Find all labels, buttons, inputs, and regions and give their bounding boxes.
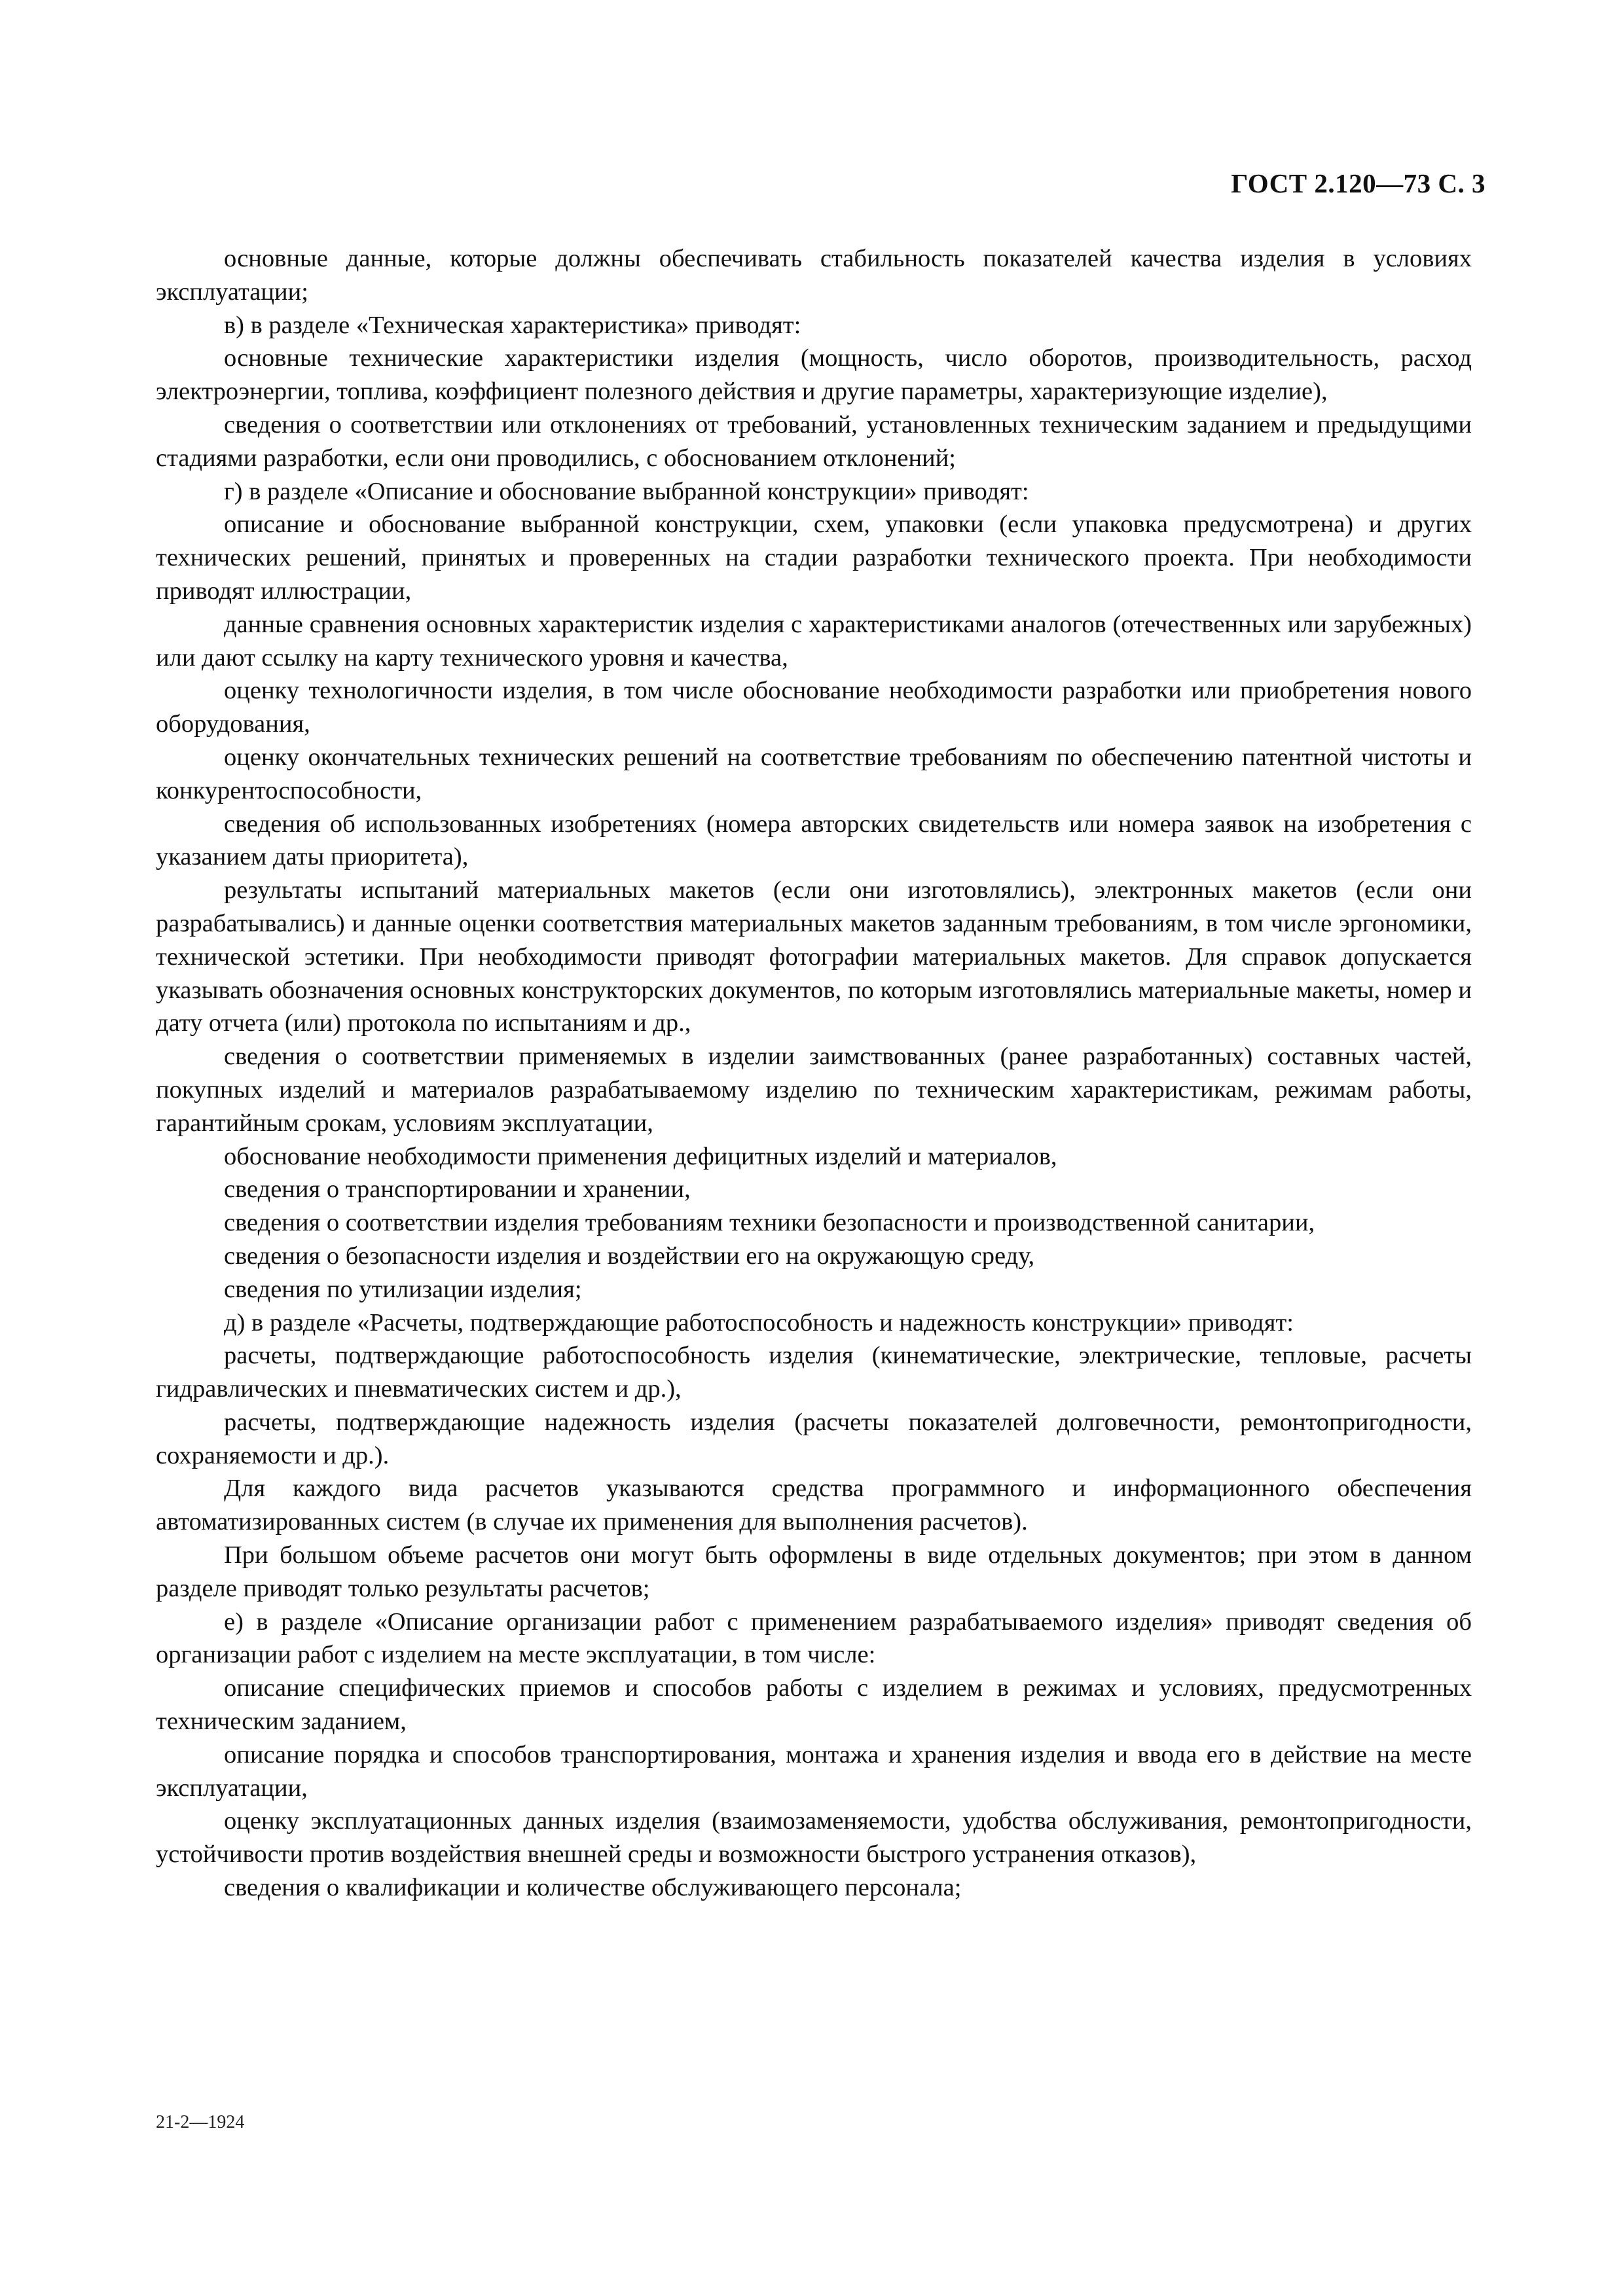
section-heading-paragraph: г) в разделе «Описание и обоснование выбранной конструкции» приводят: [224,477,1029,505]
paragraph: Для каждого вида расчетов указываются средства программного и информационного обеспечения автоматизированных систем (в случае их применения для выполнения расчетов). [156,1475,1472,1536]
paragraph: обоснование необходимости применения дефицитных изделий и материалов, [224,1142,1057,1170]
paragraph: сведения по утилизации изделия; [224,1275,582,1303]
paragraph: сведения о соответствии применяемых в изделии заимствованных (ранее разработанных) составных частей, покупных изделий и материалов разрабатываемому изделию по техническим характеристикам, режимам работы, гарантийным срокам, условиям эксплуатации, [156,1043,1472,1137]
page-running-title: ГОСТ 2.120—73 С. 3 [1231,168,1486,198]
paragraph: оценку окончательных технических решений на соответствие требованиям по обеспечению патентной чистоты и конкурентоспособности, [156,743,1472,804]
section-heading-paragraph: е) в разделе «Описание организации работ с применением разрабатываемого изделия» приводят сведения об организации работ с изделием на месте эксплуатации, в том числе: [156,1607,1472,1669]
paragraph: описание специфических приемов и способов работы с изделием в режимах и условиях, предусмотренных техническим заданием, [156,1674,1472,1736]
section-heading-paragraph: в) в разделе «Техническая характеристика» приводят: [224,311,801,339]
document-body [156,242,1472,1905]
paragraph: оценку эксплуатационных данных изделия (взаимозаменяемости, удобства обслуживания, ремонтопригодности, устойчивости против воздействия внешней среды и возможности быстрого устранения отказов), [156,1807,1472,1869]
paragraph: сведения об использованных изобретениях (номера авторских свидетельств или номера заявок на изобретения с указанием даты приоритета), [156,810,1472,871]
paragraph: основные данные, которые должны обеспечивать стабильность показателей качества изделия в условиях эксплуатации; [156,245,1472,306]
paragraph: описание порядка и способов транспортирования, монтажа и хранения изделия и ввода его в действие на месте эксплуатации, [156,1740,1472,1802]
paragraph: оценку технологичности изделия, в том числе обоснование необходимости разработки или приобретения нового оборудования, [156,677,1472,738]
print-code: 21-2—1924 [156,2112,245,2132]
paragraph: основные технические характеристики изделия (мощность, число оборотов, производительность, расход электроэнергии, топлива, коэффициент полезного действия и другие параметры, характеризующие изделие), [156,344,1472,406]
paragraph: При большом объеме расчетов они могут быть оформлены в виде отдельных документов; при этом в данном разделе приводят только результаты расчетов; [156,1541,1472,1602]
paragraph: сведения о соответствии или отклонениях от требований, установленных техническим заданием и предыдущими стадиями разработки, если они проводились, с обоснованием отклонений; [156,410,1472,472]
paragraph: расчеты, подтверждающие надежность изделия (расчеты показателей долговечности, ремонтопригодности, сохраняемости и др.). [156,1408,1472,1469]
paragraph: расчеты, подтверждающие работоспособность изделия (кинематические, электрические, тепловые, расчеты гидравлических и пневматических систем и др.), [156,1342,1472,1403]
paragraph: сведения о транспортировании и хранении, [224,1175,691,1204]
paragraph: описание и обоснование выбранной конструкции, схем, упаковки (если упаковка предусмотрена) и других технических решений, принятых и проверенных на стадии разработки технического проекта. При необходимости приводят иллюстрации, [156,511,1472,605]
paragraph: сведения о квалификации и количестве обслуживающего персонала; [224,1874,962,1902]
paragraph: сведения о соответствии изделия требованиям техники безопасности и производственной санитарии, [224,1209,1315,1237]
paragraph: данные сравнения основных характеристик изделия с характеристиками аналогов (отечественных или зарубежных) или дают ссылку на карту технического уровня и качества, [156,610,1472,672]
paragraph: результаты испытаний материальных макетов (если они изготовлялись), электронных макетов (если они разрабатывались) и данные оценки соответствия материальных макетов заданным требованиям, в том числе эргономики, технической эстетики. При необходимости приводят фотографии материальных макетов. Для справок допускается указывать обозначения основных конструкторских документов, по которым изготовлялись материальные макеты, номер и дату отчета (или) протокола по испытаниям и др., [156,876,1472,1037]
paragraph: сведения о безопасности изделия и воздействии его на окружающую среду, [224,1242,1035,1270]
section-heading-paragraph: д) в разделе «Расчеты, подтверждающие работоспособность и надежность конструкции» приводят: [224,1308,1294,1336]
